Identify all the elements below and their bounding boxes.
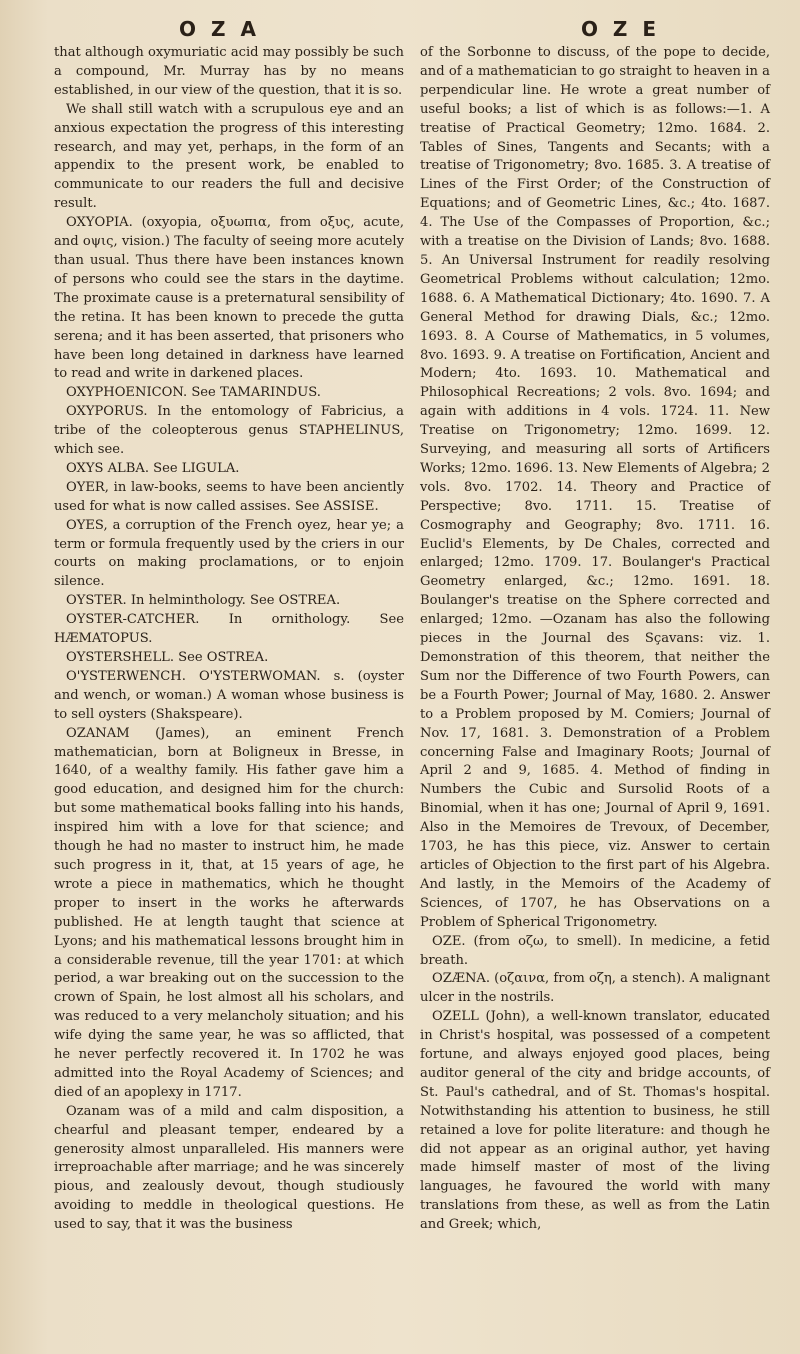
entry-oxyphoenicon: OXYPHOENICON. See TAMARINDUS.	[66, 385, 321, 401]
paragraph: of the Sorbonne to discuss, of the pope to decide, and of a mathematician to go straight to heaven in a perpendicular line. He wrote a great number of useful books; a list of which is as follows:—1. A treatise of Practical Geometry; 12mo. 1684. 2. Tables of Sines, Tangents and Secants; with a treatise of Trigonometry; 8vo. 1685. 3. A treatise of Lines of the First Order; of the Construction of Equations; and of Geometric Lines, &c.; 4to. 1687. 4. The Use of the Compasses of Proportion, &c.; with a treatise on the Division of Lands; 8vo. 1688. 5. An Universal Instrument for readily resolving Geometrical Problems without calculation; 12mo. 1688. 6. A Mathematical Dictionary; 4to. 1690. 7. A General Method for drawing Dials, &c.; 12mo. 1693. 8. A Course of Mathematics, in 5 volumes, 8vo. 1693. 9. A treatise on Fortification, Ancient and Modern; 4to. 1693. 10. Mathematical and Philosophical Recreations; 2 vols. 8vo. 1694; and again with additions in 4 vols. 1724. 11. New Treatise on Trigonometry; 12mo. 1699. 12. Surveying, and measuring all sorts of Artificers Works; 12mo. 1696. 13. New Elements of Algebra; 2 vols. 8vo. 1702. 14. Theory and Practice of Perspective; 8vo. 1711. 15. Treatise of Cosmography and Geography; 8vo. 1711. 16. Euclid's Elements, by De Chales, corrected and enlarged; 12mo. 1709. 17. Boulanger's Practical Geometry enlarged, &c.; 12mo. 1691. 18. Boulanger's treatise on the Sphere corrected and enlarged; 12mo. —Ozanam has also the following pieces in the Journal des Sçavans: viz. 1. Demonstration of this theorem, that neither the Sum nor the Difference of two Fourth Powers, can be a Fourth Power; Journal of May, 1680. 2. Answer to a Problem proposed by M. Comiers; Journal of Nov. 17, 1681. 3. Demonstration of a Problem concerning False and Imaginary Roots; Journal of April 2 and 9, 1685. 4. Method of finding in Numbers the Cubic and Sursolid Roots of a Binomial, when it has one; Journal of April 9, 1691. Also in the Memoires de Trevoux, of December, 1703, he has this piece, viz. Answer to certain articles of Objection to the first part of his Algebra. And lastly, in the Memoirs of the Academy of Sciences, of 1707, he has Observations on a Problem of Spherical Trigonometry.	[420, 45, 770, 930]
paragraph: that although oxymuriatic acid may possibly be such a compound, Mr. Murray has by no means established, in our view of the question, that it is so.	[54, 45, 404, 98]
entry-oxyporus: OXYPORUS. In the entomology of Fabricius, a tribe of the coleopterous genus STAPHELINUS, which see.	[54, 404, 404, 458]
entry-ozanam: OZANAM (James), an eminent French mathematician, born at Boligneux in Bresse, in 1640, of a wealthy family. His father gave him a good education, and designed him for the church: but some mathematical books falling into his hands, inspired him with a love for that science; and though he had no master to instruct him, he made such progress in it, that, at 15 years of age, he wrote a piece in mathematics, which he thought proper to insert in the works he afterwards published. He at length taught that science at Lyons; and his mathematical lessons brought him in a considerable revenue, till the year 1701: at which period, a war breaking out on the succession to the crown of Spain, he lost almost all his scholars, and was reduced to a very melancholy situation; and his wife dying the same year, he was so afflicted, that he never perfectly recovered it. In 1702 he was admitted into the Royal Academy of Sciences; and died of an apoplexy in 1717.	[54, 725, 404, 1100]
entry-oxys-alba: OXYS ALBA. See LIGULA.	[66, 460, 240, 476]
right-column	[420, 44, 770, 1235]
entry-oxyopia: OXYOPIA. (oxyopia, οξυωπια, from οξυς, acute, and οψις, vision.) The faculty of seeing more acutely than usual. Thus there have been instances known of persons who could see the stars in the daytime. The proximate cause is a preternatural sensibility of the retina. It has been known to precede the gutta serena; and it has been asserted, that prisoners who have been long detained in darkness have learned to read and write in darkened places.	[54, 215, 404, 382]
left-column	[54, 44, 404, 1235]
entry-oysterwench: O'YSTERWENCH. O'YSTERWOMAN. s. (oyster and wench, or woman.) A woman whose business is to sell oysters (Shakspeare).	[54, 668, 404, 722]
entry-oystershell: OYSTERSHELL. See OSTREA.	[66, 650, 269, 665]
paragraph: Ozanam was of a mild and calm disposition, a chearful and pleasant temper, endeared by a generosity almost unparalleled. His manners were irreproachable after marriage; and he was sincerely pious, and zealously devout, though studiously avoiding to meddle in theological questions. He used to say, that it was the business	[54, 1103, 404, 1233]
entry-ozaena: OZÆNA. (οζαινα, from οζη, a stench). A malignant ulcer in the nostrils.	[420, 971, 770, 1006]
running-head	[54, 14, 786, 44]
entry-oyster-catcher: OYSTER-CATCHER. In ornithology. See HÆMATOPUS.	[54, 612, 404, 647]
paragraph: We shall still watch with a scrupulous eye and an anxious expectation the progress of this interesting research, and may yet, perhaps, in the form of an appendix to the present work, be enabled to communicate to our readers the full and decisive result.	[54, 101, 404, 212]
entry-oyster: OYSTER. In helminthology. See OSTREA.	[66, 593, 341, 609]
text-columns	[54, 44, 786, 1235]
header-left: O Z A	[179, 17, 260, 41]
entry-oze: OZE. (from οζω, to smell). In medicine, a fetid breath.	[420, 933, 770, 968]
entry-oyer: OYER, in law-books, seems to have been anciently used for what is now called assises. See ASSISE.	[54, 479, 404, 514]
header-right: O Z E	[580, 17, 661, 41]
entry-oyes: OYES, a corruption of the French oyez, hear ye; a term or formula frequently used by the criers in our courts on making proclamations, or to enjoin silence.	[54, 517, 404, 590]
entry-ozell: OZELL (John), a well-known translator, educated in Christ's hospital, was possessed of a competent fortune, and always enjoyed good places, being auditor general of the city and bridge accounts, of St. Paul's cathedral, and of St. Thomas's hospital. Notwithstanding his attention to business, he still retained a love for polite literature: and though he did not appear as an original author, yet having made himself master of most of the living languages, he favoured the world with many translations from these, as well as from the Latin and Greek; which,	[420, 1009, 770, 1233]
